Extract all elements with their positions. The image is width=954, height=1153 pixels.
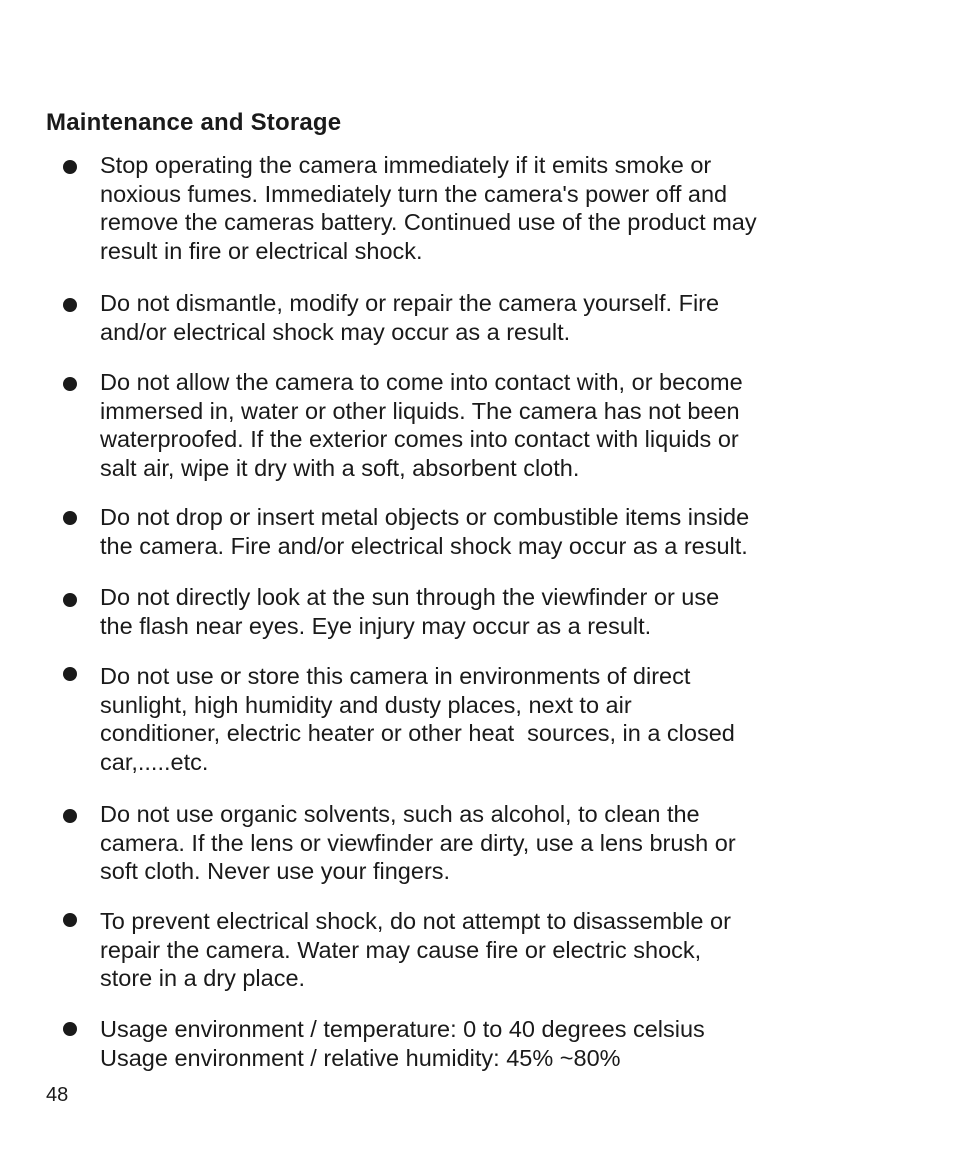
item-text-line: Usage environment / temperature: 0 to 40 degrees celsius <box>100 1016 705 1042</box>
list-item <box>100 1015 860 1072</box>
item-text-line: noxious fumes. Immediately turn the camera's power off and <box>100 180 728 207</box>
item-text-line: camera. If the lens or viewfinder are dirty, use a lens brush or <box>100 829 736 856</box>
list-item <box>100 151 860 266</box>
section-heading: Maintenance and Storage <box>46 109 342 136</box>
item-text-line: salt air, wipe it dry with a soft, absorbent cloth. <box>100 455 580 482</box>
item-text-line: conditioner, electric heater or other heat sources, in a closed <box>100 720 735 747</box>
bullet-icon <box>63 667 77 681</box>
bullet-icon <box>63 298 77 312</box>
item-text-line: store in a dry place. <box>100 965 306 992</box>
list-item <box>100 368 860 483</box>
list-item <box>100 503 860 560</box>
item-text-line: To prevent electrical shock, do not attempt to disassemble or <box>100 908 731 934</box>
list-item <box>100 289 860 346</box>
item-text-line: Do not use or store this camera in environments of direct <box>100 663 691 689</box>
bullet-icon <box>63 160 77 174</box>
bullet-icon <box>63 1022 77 1036</box>
item-text-line: car,.....etc. <box>100 749 209 776</box>
item-text-line: Do not dismantle, modify or repair the camera yourself. Fire <box>100 290 720 316</box>
bullet-icon <box>63 809 77 823</box>
item-text-line: Do not allow the camera to come into contact with, or become <box>100 369 743 395</box>
item-text-line: the camera. Fire and/or electrical shock may occur as a result. <box>100 532 748 559</box>
item-text-line: the flash near eyes. Eye injury may occur as a result. <box>100 612 652 639</box>
bullet-icon <box>63 593 77 607</box>
page-number: 48 <box>46 1084 69 1106</box>
bullet-icon <box>63 913 77 927</box>
bullet-icon <box>63 377 77 391</box>
item-text-line: sunlight, high humidity and dusty places, next to air <box>100 691 632 718</box>
item-text-line: Do not use organic solvents, such as alcohol, to clean the <box>100 801 700 827</box>
list-item <box>100 907 860 993</box>
item-text-line: Do not directly look at the sun through the viewfinder or use <box>100 584 720 610</box>
item-text-line: Stop operating the camera immediately if it emits smoke or <box>100 152 712 178</box>
item-text-line: remove the cameras battery. Continued use of the product may <box>100 209 757 236</box>
item-text-line: and/or electrical shock may occur as a result. <box>100 318 571 345</box>
item-text-line: waterproofed. If the exterior comes into contact with liquids or <box>100 426 739 453</box>
list-item <box>100 662 860 777</box>
bullet-icon <box>63 511 77 525</box>
item-text-line: Do not drop or insert metal objects or combustible items inside <box>100 504 750 530</box>
item-text-line: repair the camera. Water may cause fire or electric shock, <box>100 936 702 963</box>
list-item <box>100 800 860 886</box>
item-text-line: soft cloth. Never use your fingers. <box>100 858 451 885</box>
list-item <box>100 583 860 640</box>
item-text-line: immersed in, water or other liquids. The camera has not been <box>100 397 740 424</box>
item-text-line: Usage environment / relative humidity: 45% ~80% <box>100 1044 621 1071</box>
item-text-line: result in fire or electrical shock. <box>100 238 423 265</box>
